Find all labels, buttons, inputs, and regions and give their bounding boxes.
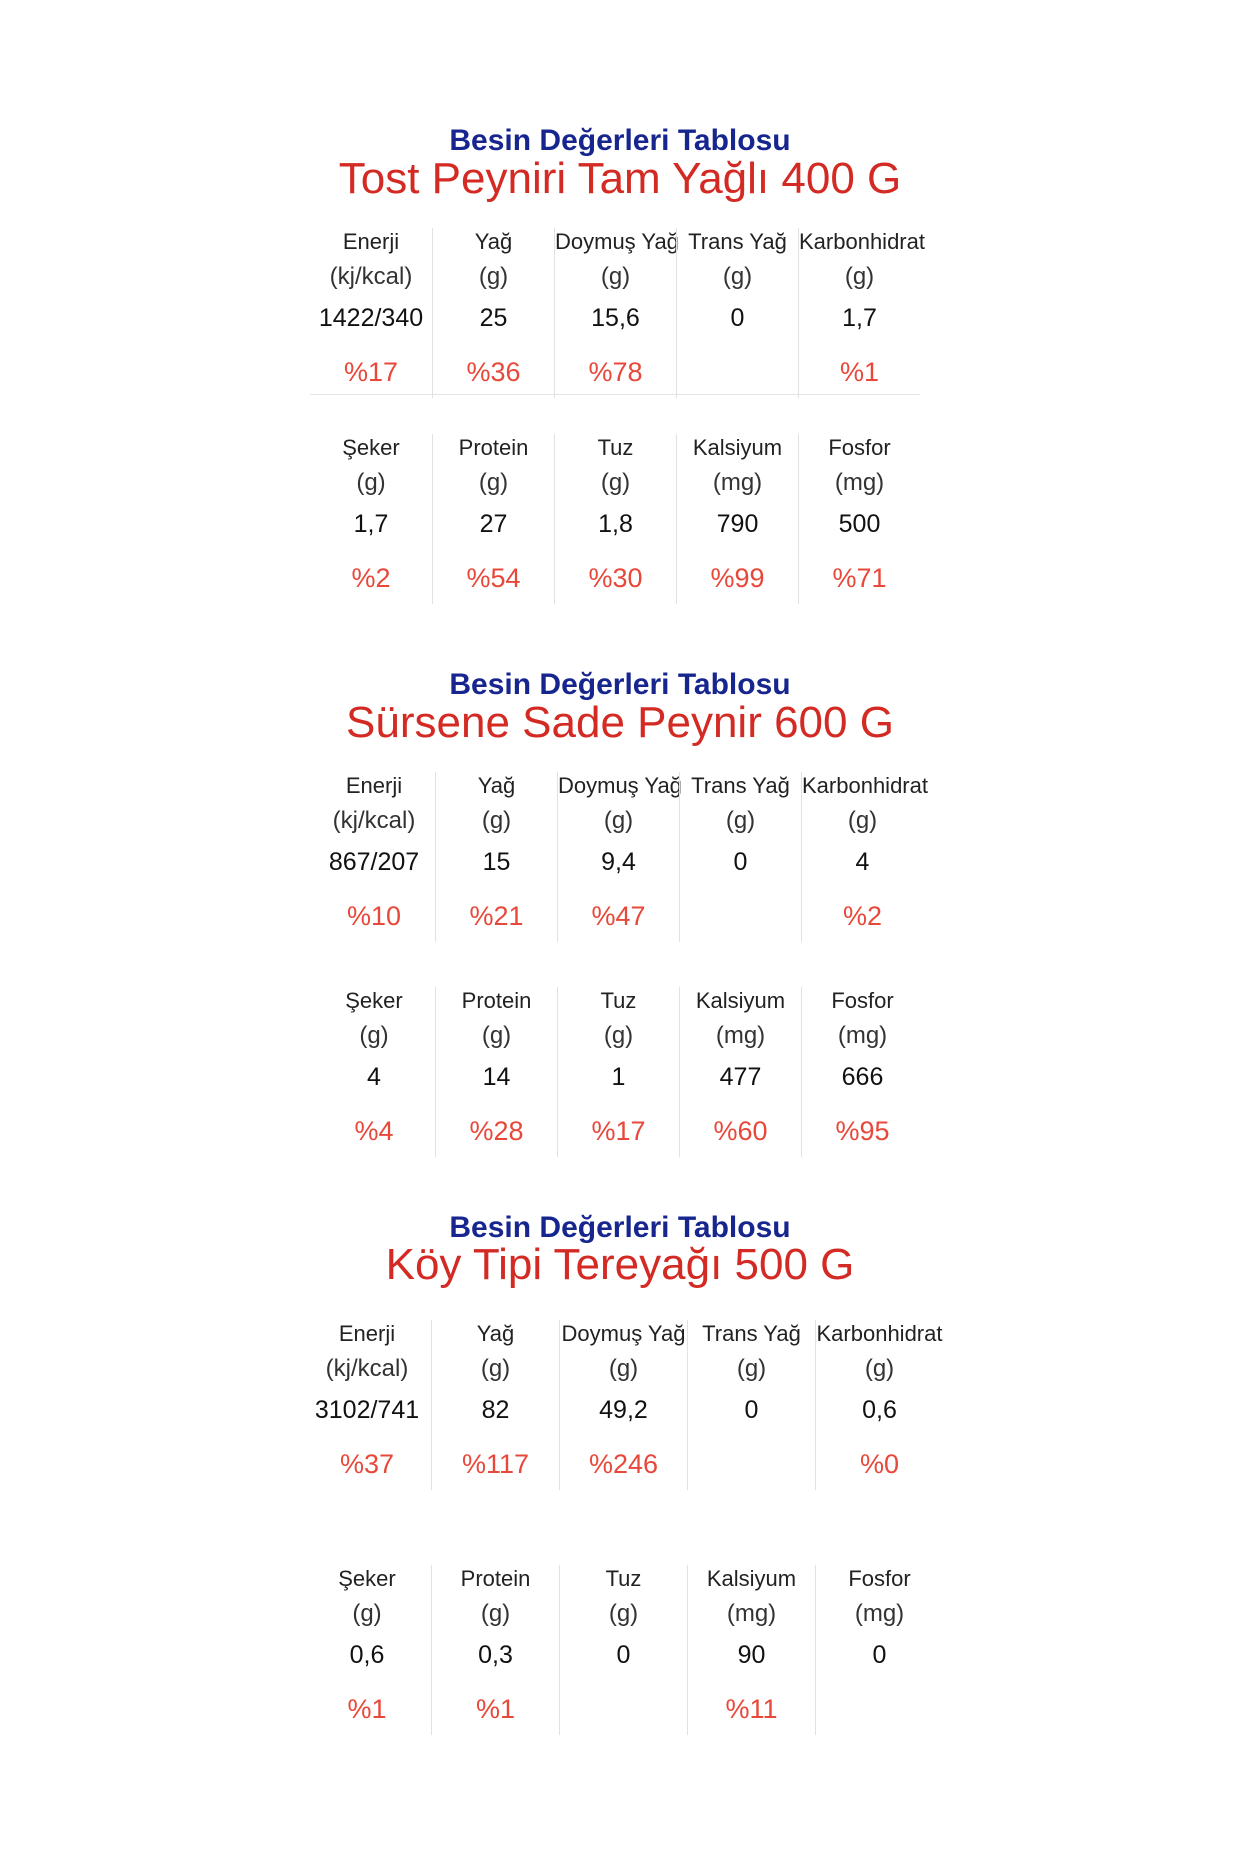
nutrient-cell (310, 228, 432, 398)
nutrient-value: 1,8 (598, 510, 633, 538)
nutrient-value: 1,7 (842, 304, 877, 332)
nutrient-cell (313, 772, 435, 942)
nutrient-value: 4 (367, 1063, 381, 1091)
nutrient-name: Fosfor (848, 1566, 911, 1591)
row-separator (310, 394, 920, 395)
nutrient-name: Trans Yağ (688, 229, 787, 254)
nutrient-daily-percent: %71 (832, 563, 887, 593)
nutrient-daily-percent: %36 (466, 357, 521, 387)
nutrient-unit: (mg) (837, 1022, 888, 1049)
nutrient-unit: (mg) (854, 1600, 905, 1627)
nutrient-value: 25 (479, 304, 508, 332)
nutrient-daily-percent: %17 (343, 357, 399, 387)
nutrient-daily-percent: %60 (713, 1116, 768, 1146)
nutrient-value: 14 (482, 1063, 511, 1091)
nutrient-value: 90 (737, 1641, 766, 1669)
nutrient-unit: (g) (736, 1355, 767, 1382)
nutrient-unit: (g) (603, 807, 634, 834)
nutrient-value: 790 (716, 510, 759, 538)
nutrient-cell (687, 1320, 815, 1490)
nutrient-value: 0,3 (478, 1641, 513, 1669)
nutrient-unit: (mg) (726, 1600, 777, 1627)
nutrient-daily-percent: %17 (591, 1116, 646, 1146)
nutrient-name: Karbonhidrat (802, 773, 928, 798)
nutrient-cell (554, 434, 676, 604)
nutrient-name: Enerji (345, 773, 403, 798)
nutrient-cell (303, 1320, 431, 1490)
nutrient-unit: (kj/kcal) (332, 807, 416, 834)
nutrient-unit: (g) (603, 1022, 634, 1049)
nutrient-cell (557, 987, 679, 1157)
nutrient-cell (815, 1565, 943, 1735)
nutrient-daily-percent: %54 (466, 563, 521, 593)
nutrient-unit: (mg) (834, 469, 885, 496)
nutrient-name: Karbonhidrat (799, 229, 925, 254)
nutrient-unit: (mg) (712, 469, 763, 496)
product-title: Köy Tipi Tereyağı 500 G (385, 1240, 855, 1289)
nutrient-unit: (g) (600, 469, 631, 496)
nutrient-value: 49,2 (599, 1396, 648, 1424)
nutrient-daily-percent: %2 (842, 901, 883, 931)
nutrient-unit: (g) (478, 469, 509, 496)
nutrient-name: Şeker (342, 435, 400, 460)
nutrient-unit: (g) (725, 807, 756, 834)
nutrient-value: 0,6 (862, 1396, 897, 1424)
nutrient-daily-percent: %246 (588, 1449, 659, 1479)
nutrient-cell (559, 1565, 687, 1735)
nutrient-value: 0 (616, 1641, 631, 1669)
nutrient-unit: (g) (359, 1022, 389, 1049)
nutrient-name: Kalsiyum (695, 988, 786, 1013)
nutrient-unit: (g) (352, 1600, 382, 1627)
nutrient-daily-percent: %47 (591, 901, 646, 931)
nutrient-cell (798, 228, 925, 398)
nutrient-value: 15,6 (591, 304, 640, 332)
nutrient-value: 82 (481, 1396, 510, 1424)
nutrient-name: Trans Yağ (691, 773, 790, 798)
nutrient-unit: (g) (608, 1355, 639, 1382)
nutrient-unit: (kj/kcal) (329, 263, 413, 290)
nutrient-cell (435, 772, 557, 942)
panel-heading: Besin Değerleri Tablosu (449, 124, 791, 157)
nutrient-value: 0 (730, 304, 745, 332)
nutrient-value: 477 (719, 1063, 762, 1091)
nutrient-daily-percent: %37 (339, 1449, 395, 1479)
nutrient-row-1 (303, 1320, 943, 1490)
nutrient-daily-percent: %2 (351, 563, 391, 593)
nutrient-cell (559, 1320, 687, 1490)
nutrient-daily-percent: %11 (725, 1694, 778, 1724)
nutrient-daily-percent: %0 (859, 1449, 900, 1479)
product-title: Tost Peyniri Tam Yağlı 400 G (338, 154, 902, 203)
nutrient-cell (431, 1320, 559, 1490)
nutrient-cell (432, 228, 554, 398)
nutrient-name: Tuz (597, 435, 634, 460)
nutrient-row-1 (310, 228, 925, 398)
nutrient-unit: (kj/kcal) (325, 1355, 409, 1382)
nutrient-unit: (g) (600, 263, 631, 290)
nutrient-cell (310, 434, 432, 604)
nutrient-cell (801, 987, 923, 1157)
nutrient-row-2 (313, 987, 923, 1157)
nutrient-cell (557, 772, 682, 942)
nutrient-cell (815, 1320, 943, 1490)
nutrient-unit: (g) (608, 1600, 639, 1627)
nutrient-cell (676, 434, 798, 604)
nutrient-unit: (g) (480, 1600, 511, 1627)
nutrient-value: 4 (855, 848, 870, 876)
nutrient-value: 0 (872, 1641, 887, 1669)
nutrient-daily-percent: %1 (475, 1694, 516, 1724)
nutrient-daily-percent: %30 (588, 563, 643, 593)
nutrient-row-2 (303, 1565, 943, 1735)
nutrient-cell (554, 228, 679, 398)
nutrient-value: 500 (838, 510, 881, 538)
panel-heading: Besin Değerleri Tablosu (449, 668, 791, 701)
nutrient-name: Kalsiyum (692, 435, 783, 460)
nutrient-unit: (g) (480, 1355, 511, 1382)
nutrient-cell (303, 1565, 431, 1735)
nutrient-unit: (mg) (715, 1022, 766, 1049)
nutrient-name: Doymuş Yağ (558, 773, 682, 798)
nutrient-unit: (g) (722, 263, 753, 290)
nutrient-unit: (g) (844, 263, 875, 290)
nutrient-value: 0 (744, 1396, 759, 1424)
nutrient-value: 1,7 (353, 510, 389, 538)
nutrient-row-1 (313, 772, 928, 942)
nutrient-name: Tuz (605, 1566, 642, 1591)
nutrient-daily-percent: %1 (839, 357, 880, 387)
nutrient-name: Protein (461, 988, 532, 1013)
nutrient-cell (432, 434, 554, 604)
nutrient-name: Fosfor (828, 435, 891, 460)
nutrient-value: 666 (841, 1063, 884, 1091)
nutrient-daily-percent: %95 (835, 1116, 890, 1146)
nutrient-cell (435, 987, 557, 1157)
nutrient-name: Doymuş Yağ (561, 1321, 686, 1346)
nutrient-daily-percent: %99 (710, 563, 765, 593)
nutrient-unit: (g) (481, 1022, 512, 1049)
panel-heading: Besin Değerleri Tablosu (449, 1211, 791, 1244)
nutrient-value: 0,6 (349, 1641, 385, 1669)
nutrient-name: Protein (460, 1566, 531, 1591)
product-title: Sürsene Sade Peynir 600 G (346, 698, 894, 747)
nutrient-cell (679, 987, 801, 1157)
nutrient-cell (676, 228, 798, 398)
nutrient-unit: (g) (847, 807, 878, 834)
nutrient-row-2 (310, 434, 920, 604)
nutrient-name: Kalsiyum (706, 1566, 797, 1591)
nutrient-value: 15 (482, 848, 511, 876)
nutrient-name: Trans Yağ (702, 1321, 801, 1346)
nutrient-value: 0 (733, 848, 748, 876)
nutrient-name: Enerji (342, 229, 400, 254)
nutrient-daily-percent: %4 (354, 1116, 394, 1146)
nutrient-cell (313, 987, 435, 1157)
nutrient-cell (679, 772, 801, 942)
nutrient-daily-percent: %10 (346, 901, 402, 931)
nutrient-name: Şeker (345, 988, 403, 1013)
nutrient-name: Karbonhidrat (816, 1321, 943, 1346)
nutrient-name: Fosfor (831, 988, 894, 1013)
nutrient-cell (431, 1565, 559, 1735)
nutrient-daily-percent: %117 (461, 1449, 530, 1479)
nutrient-cell (687, 1565, 815, 1735)
nutrient-name: Yağ (477, 773, 516, 798)
nutrient-daily-percent: %28 (469, 1116, 524, 1146)
nutrient-name: Doymuş Yağ (555, 229, 679, 254)
nutrient-daily-percent: %21 (469, 901, 524, 931)
nutrient-unit: (g) (478, 263, 509, 290)
nutrient-name: Yağ (476, 1321, 515, 1346)
nutrient-name: Yağ (474, 229, 513, 254)
nutrient-value: 1 (611, 1063, 626, 1091)
nutrient-value: 1422/340 (318, 304, 424, 332)
nutrient-daily-percent: %1 (347, 1694, 387, 1724)
nutrient-value: 27 (479, 510, 508, 538)
nutrient-cell (801, 772, 928, 942)
nutrient-cell (798, 434, 920, 604)
nutrient-daily-percent: %78 (588, 357, 643, 387)
nutrient-unit: (g) (356, 469, 386, 496)
nutrient-unit: (g) (481, 807, 512, 834)
nutrient-value: 3102/741 (314, 1396, 420, 1424)
nutrient-name: Şeker (338, 1566, 396, 1591)
nutrient-name: Protein (458, 435, 529, 460)
nutrient-name: Enerji (338, 1321, 396, 1346)
nutrient-value: 867/207 (328, 848, 420, 876)
nutrient-unit: (g) (864, 1355, 895, 1382)
nutrient-name: Tuz (600, 988, 637, 1013)
nutrient-value: 9,4 (601, 848, 636, 876)
